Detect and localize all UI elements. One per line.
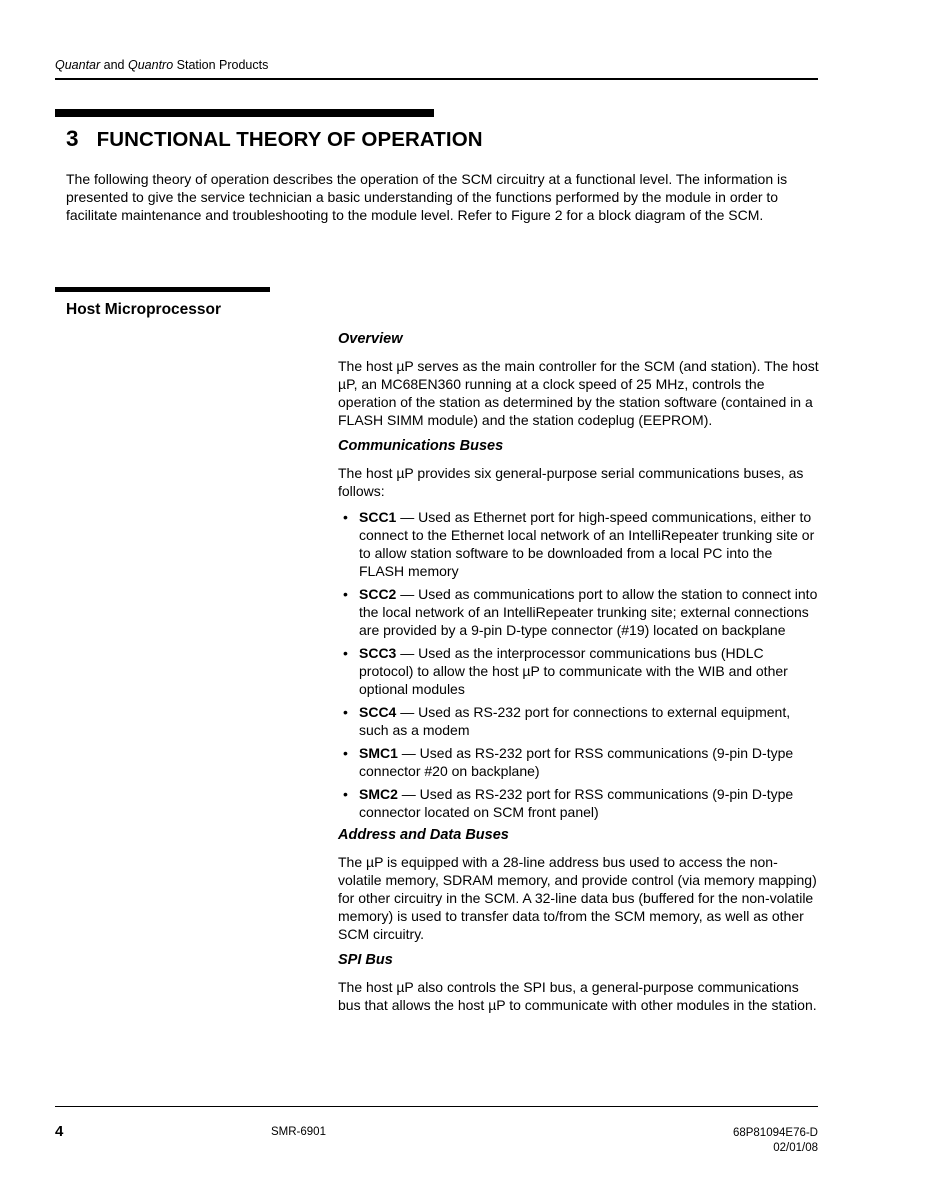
bus-term: SMC1 [359, 745, 398, 761]
list-item [338, 585, 820, 639]
overview-heading: Overview [338, 331, 403, 347]
bus-list [338, 508, 820, 821]
list-item [338, 785, 820, 821]
chapter-number: 3 [66, 126, 79, 151]
bullet-icon: • [343, 745, 348, 761]
spi-heading: SPI Bus [338, 952, 393, 968]
bullet-icon: • [343, 786, 348, 802]
running-head-suffix: Station Products [173, 58, 269, 72]
chapter-intro: The following theory of operation describes the operation of the SCM circuitry at a functional level. The information is presented to give the service technician a basic understanding of the functions performed by the module in order to facilitate maintenance and troubleshooting to the module level. Refer to Figure 2 for a block diagram of the SCM. [66, 171, 788, 223]
running-head-product-2: Quantro [127, 58, 174, 72]
bus-description: — Used as communications port to allow the station to connect into the local network of an IntelliRepeater trunking site; external connections are provided by a 9-pin D-type connector (#19) located on backplane [359, 586, 818, 638]
doc-number: SMR-6901 [271, 1126, 326, 1138]
header-rule [55, 78, 818, 80]
running-head-product-1: Quantar [55, 58, 101, 72]
list-item [338, 644, 820, 698]
bus-description: — Used as RS-232 port for connections to external equipment, such as a modem [359, 704, 791, 738]
bullet-icon: • [343, 645, 348, 661]
address-text: The µP is equipped with a 28-line address bus used to access the non-volatile memory, SDRAM memory, and provide control (via memory mapping) for other circuitry in the SCM. A 32-line data bus (buffered for the non-volatile memory) is used to transfer data to/from the SCM memory, as well as other SCM circuitry. [338, 854, 817, 942]
bullet-icon: • [343, 586, 348, 602]
bus-description: — Used as Ethernet port for high-speed communications, either to connect to the Ethernet local network of an IntelliRepeater trunking site or to allow station software to be downloaded from a local PC into the FLASH memory [359, 509, 815, 579]
bus-term: SCC1 [359, 509, 397, 525]
running-head [55, 58, 268, 72]
bus-term: SCC2 [359, 586, 397, 602]
chapter-title-text: FUNCTIONAL THEORY OF OPERATION [96, 128, 483, 151]
revision-date: 02/01/08 [773, 1142, 818, 1154]
bus-description: — Used as RS-232 port for RSS communications (9-pin D-type connector #20 on backplane) [359, 745, 794, 779]
comm-text: The host µP provides six general-purpose serial communications buses, as follows: [338, 465, 804, 499]
bus-description: — Used as RS-232 port for RSS communications (9-pin D-type connector located on SCM front panel) [359, 786, 794, 820]
list-item [338, 744, 820, 780]
comm-heading: Communications Buses [338, 438, 504, 454]
running-head-and: and [100, 58, 128, 72]
part-number: 68P81094E76-D [732, 1127, 818, 1139]
bus-description: — Used as the interprocessor communications bus (HDLC protocol) to allow the host µP to communicate with the WIB and other optional modules [359, 645, 788, 697]
bus-term: SMC2 [359, 786, 398, 802]
body-column [338, 330, 820, 1022]
chapter-title [66, 126, 483, 152]
bullet-icon: • [343, 704, 348, 720]
section-title: Host Microprocessor [66, 301, 222, 318]
list-item [338, 508, 820, 580]
spi-text: The host µP also controls the SPI bus, a general-purpose communications bus that allows the host µP to communicate with other modules in the station. [338, 979, 817, 1013]
chapter-bar [55, 109, 434, 117]
bullet-icon: • [343, 509, 348, 525]
part-number-block [733, 1126, 818, 1156]
bus-term: SCC3 [359, 645, 397, 661]
address-heading: Address and Data Buses [338, 827, 509, 843]
footer-rule [55, 1106, 818, 1107]
page-number: 4 [55, 1123, 64, 1140]
section-bar [55, 287, 270, 292]
bus-term: SCC4 [359, 704, 397, 720]
list-item [338, 703, 820, 739]
overview-text: The host µP serves as the main controller for the SCM (and station). The host µP, an MC68EN360 running at a clock speed of 25 MHz, controls the operation of the station as determined by the station software (contained in a FLASH SIMM module) and the station codeplug (EEPROM). [338, 358, 819, 428]
